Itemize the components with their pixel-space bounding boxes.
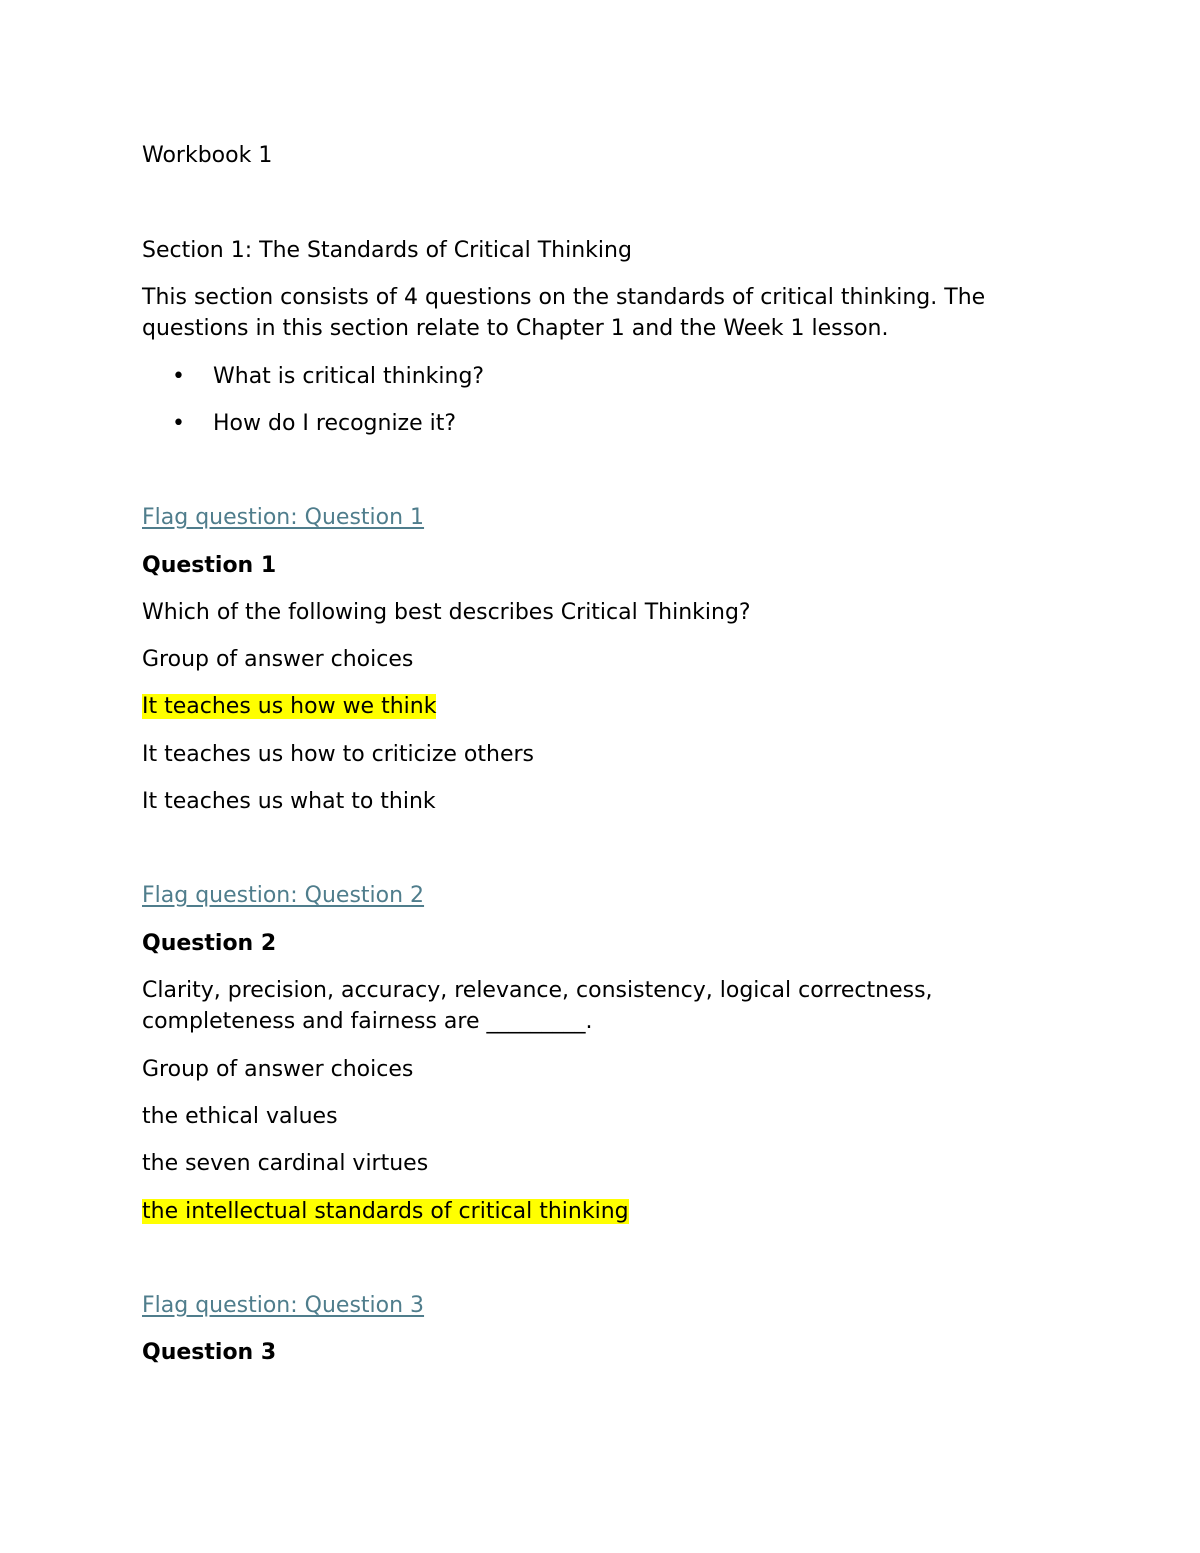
answer-choice-text: It teaches us how to criticize others [142,742,534,767]
answer-choice-text: the ethical values [142,1104,338,1129]
answer-choice-text: the seven cardinal virtues [142,1151,429,1176]
bullet-item [172,408,456,439]
question-2-prompt: Clarity, precision, accuracy, relevance, consistency, logical correctness, completeness and fairness are _________. [142,978,933,1034]
bullet-icon: • [172,411,185,436]
answer-choice-text: the intellectual standards of critical thinking [142,1199,629,1224]
question-1-choice-1[interactable] [142,691,436,722]
question-2-choice-1[interactable] [142,1101,338,1132]
question-3-label: Question 3 [142,1340,277,1365]
document-title: Workbook 1 [142,143,273,168]
answer-choice-text: It teaches us what to think [142,789,436,814]
flag-question-1-link[interactable]: Flag question: Question 1 [142,505,425,530]
question-1-label: Question 1 [142,553,277,578]
question-1-block [142,502,424,533]
question-2-label: Question 2 [142,931,277,956]
bullet-icon: • [172,364,185,389]
bullet-item-text: What is critical thinking? [213,364,485,389]
question-3-block [142,1290,424,1321]
question-2-block [142,880,424,911]
answer-choice-text: It teaches us how we think [142,694,437,719]
question-2-choices-label: Group of answer choices [142,1057,414,1082]
question-2-choice-3[interactable] [142,1196,629,1227]
question-1-choices-label: Group of answer choices [142,647,414,672]
section-intro: This section consists of 4 questions on the standards of critical thinking. The questions in this section relate to Chapter 1 and the Week 1 lesson. [142,285,986,341]
question-1-prompt: Which of the following best describes Critical Thinking? [142,600,751,625]
question-1-choice-2[interactable] [142,739,534,770]
question-1-choice-3[interactable] [142,786,436,817]
question-2-choice-2[interactable] [142,1148,428,1179]
bullet-item [172,361,484,392]
bullet-item-text: How do I recognize it? [213,411,457,436]
section-heading: Section 1: The Standards of Critical Thinking [142,238,632,263]
flag-question-3-link[interactable]: Flag question: Question 3 [142,1293,425,1318]
flag-question-2-link[interactable]: Flag question: Question 2 [142,883,425,908]
